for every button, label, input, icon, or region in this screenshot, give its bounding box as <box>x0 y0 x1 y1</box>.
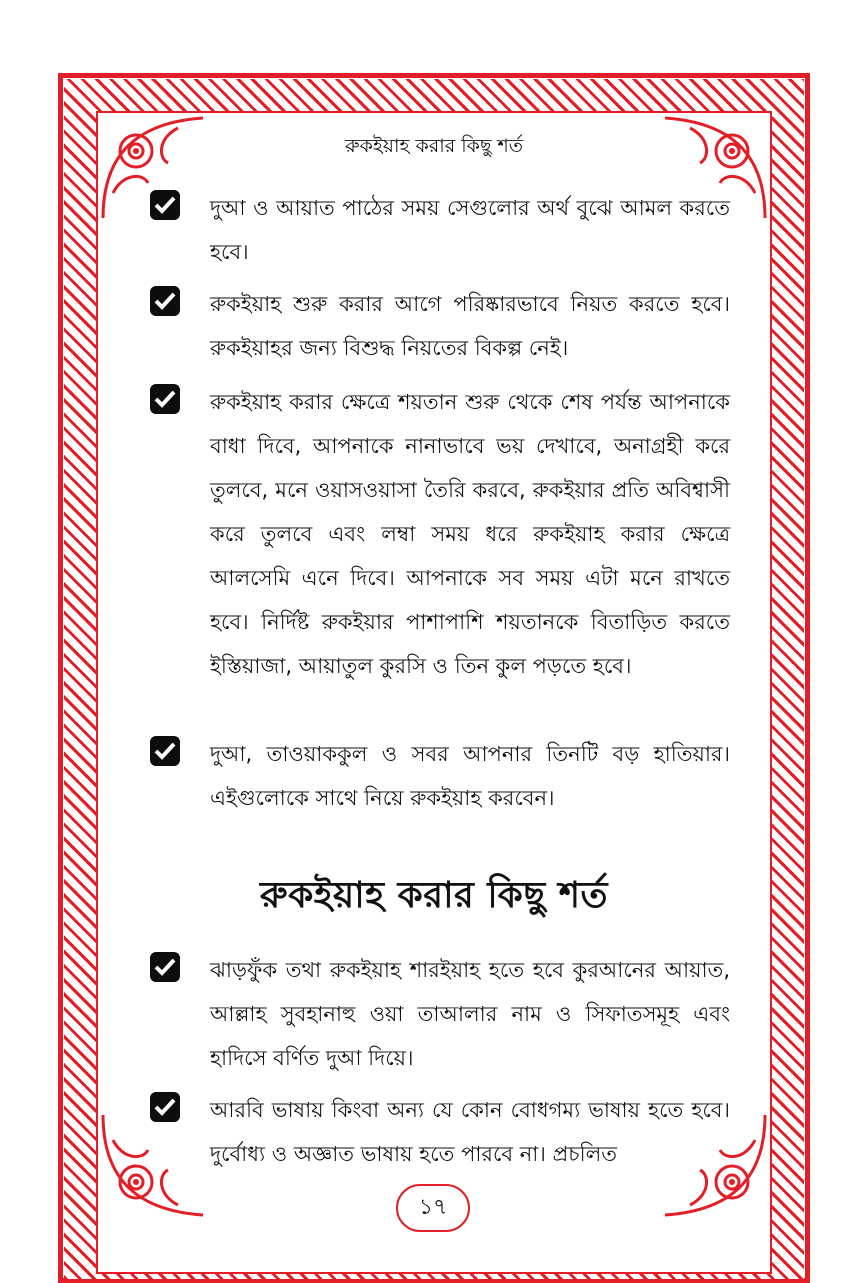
list-item <box>150 1088 730 1176</box>
section-heading: রুকইয়াহ করার কিছু শর্ত <box>259 875 609 916</box>
checkbox-checked-icon <box>150 190 180 220</box>
checkbox-checked-icon <box>150 952 180 982</box>
list-item-text: দুআ ও আয়াত পাঠের সময় সেগুলোর অর্থ বুঝে আমল করতে হবে। <box>210 196 730 264</box>
list-item <box>150 186 730 274</box>
list-item <box>150 948 730 1080</box>
checkbox-checked-icon <box>150 736 180 766</box>
list-item <box>150 282 730 370</box>
list-item-text: দুআ, তাওয়াককুল ও সবর আপনার তিনটি বড় হাতিয়ার। এইগুলোকে সাথে নিয়ে রুকইয়াহ করবেন। <box>210 742 730 810</box>
list-item-text: ঝাড়ফুঁক তথা রুকইয়াহ শারইয়াহ হতে হবে কুরআনের আয়াত, আল্লাহ সুবহানাহু ওয়া তাআলার নাম ও সিফাতসমূহ এবং হাদিসে বর্ণিত দুআ দিয়ে। <box>210 958 730 1070</box>
checkbox-checked-icon <box>150 1092 180 1122</box>
list-item <box>150 732 730 820</box>
checkbox-checked-icon <box>150 384 180 414</box>
list-item <box>150 380 730 688</box>
list-item-text: রুকইয়াহ শুরু করার আগে পরিষ্কারভাবে নিয়ত করতে হবে। রুকইয়াহর জন্য বিশুদ্ধ নিয়তের বিকল্প নেই। <box>210 292 730 360</box>
list-item-text: রুকইয়াহ করার ক্ষেত্রে শয়তান শুরু থেকে শেষ পর্যন্ত আপনাকে বাধা দিবে, আপনাকে নানাভাবে ভয় দেখাবে, অনাগ্রহী করে তুলবে, মনে ওয়াসওয়াসা তৈরি করবে, রুকইয়ার প্রতি অবিশ্বাসী করে তুলবে এবং লম্বা সময় ধরে রুকইয়াহ করার ক্ষেত্রে আলসেমি এনে দিবে। আপনাকে সব সময় এটা মনে রাখতে হবে। নির্দিষ্ট রুকইয়ার পাশাপাশি শয়তানকে বিতাড়িত করতে ইস্তিয়াজা, আয়াতুল কুরসি ও তিন কুল পড়তে হবে। <box>210 390 730 678</box>
checkbox-checked-icon <box>150 286 180 316</box>
list-item-text: আরবি ভাষায় কিংবা অন্য যে কোন বোধগম্য ভাষায় হতে হবে। দুর্বোধ্য ও অজ্ঞাত ভাষায় হতে পারবে না। প্রচলিত <box>210 1098 730 1166</box>
page-number: ১৭ <box>396 1184 470 1232</box>
running-title: রুকইয়াহ করার কিছু শর্ত <box>345 135 523 157</box>
